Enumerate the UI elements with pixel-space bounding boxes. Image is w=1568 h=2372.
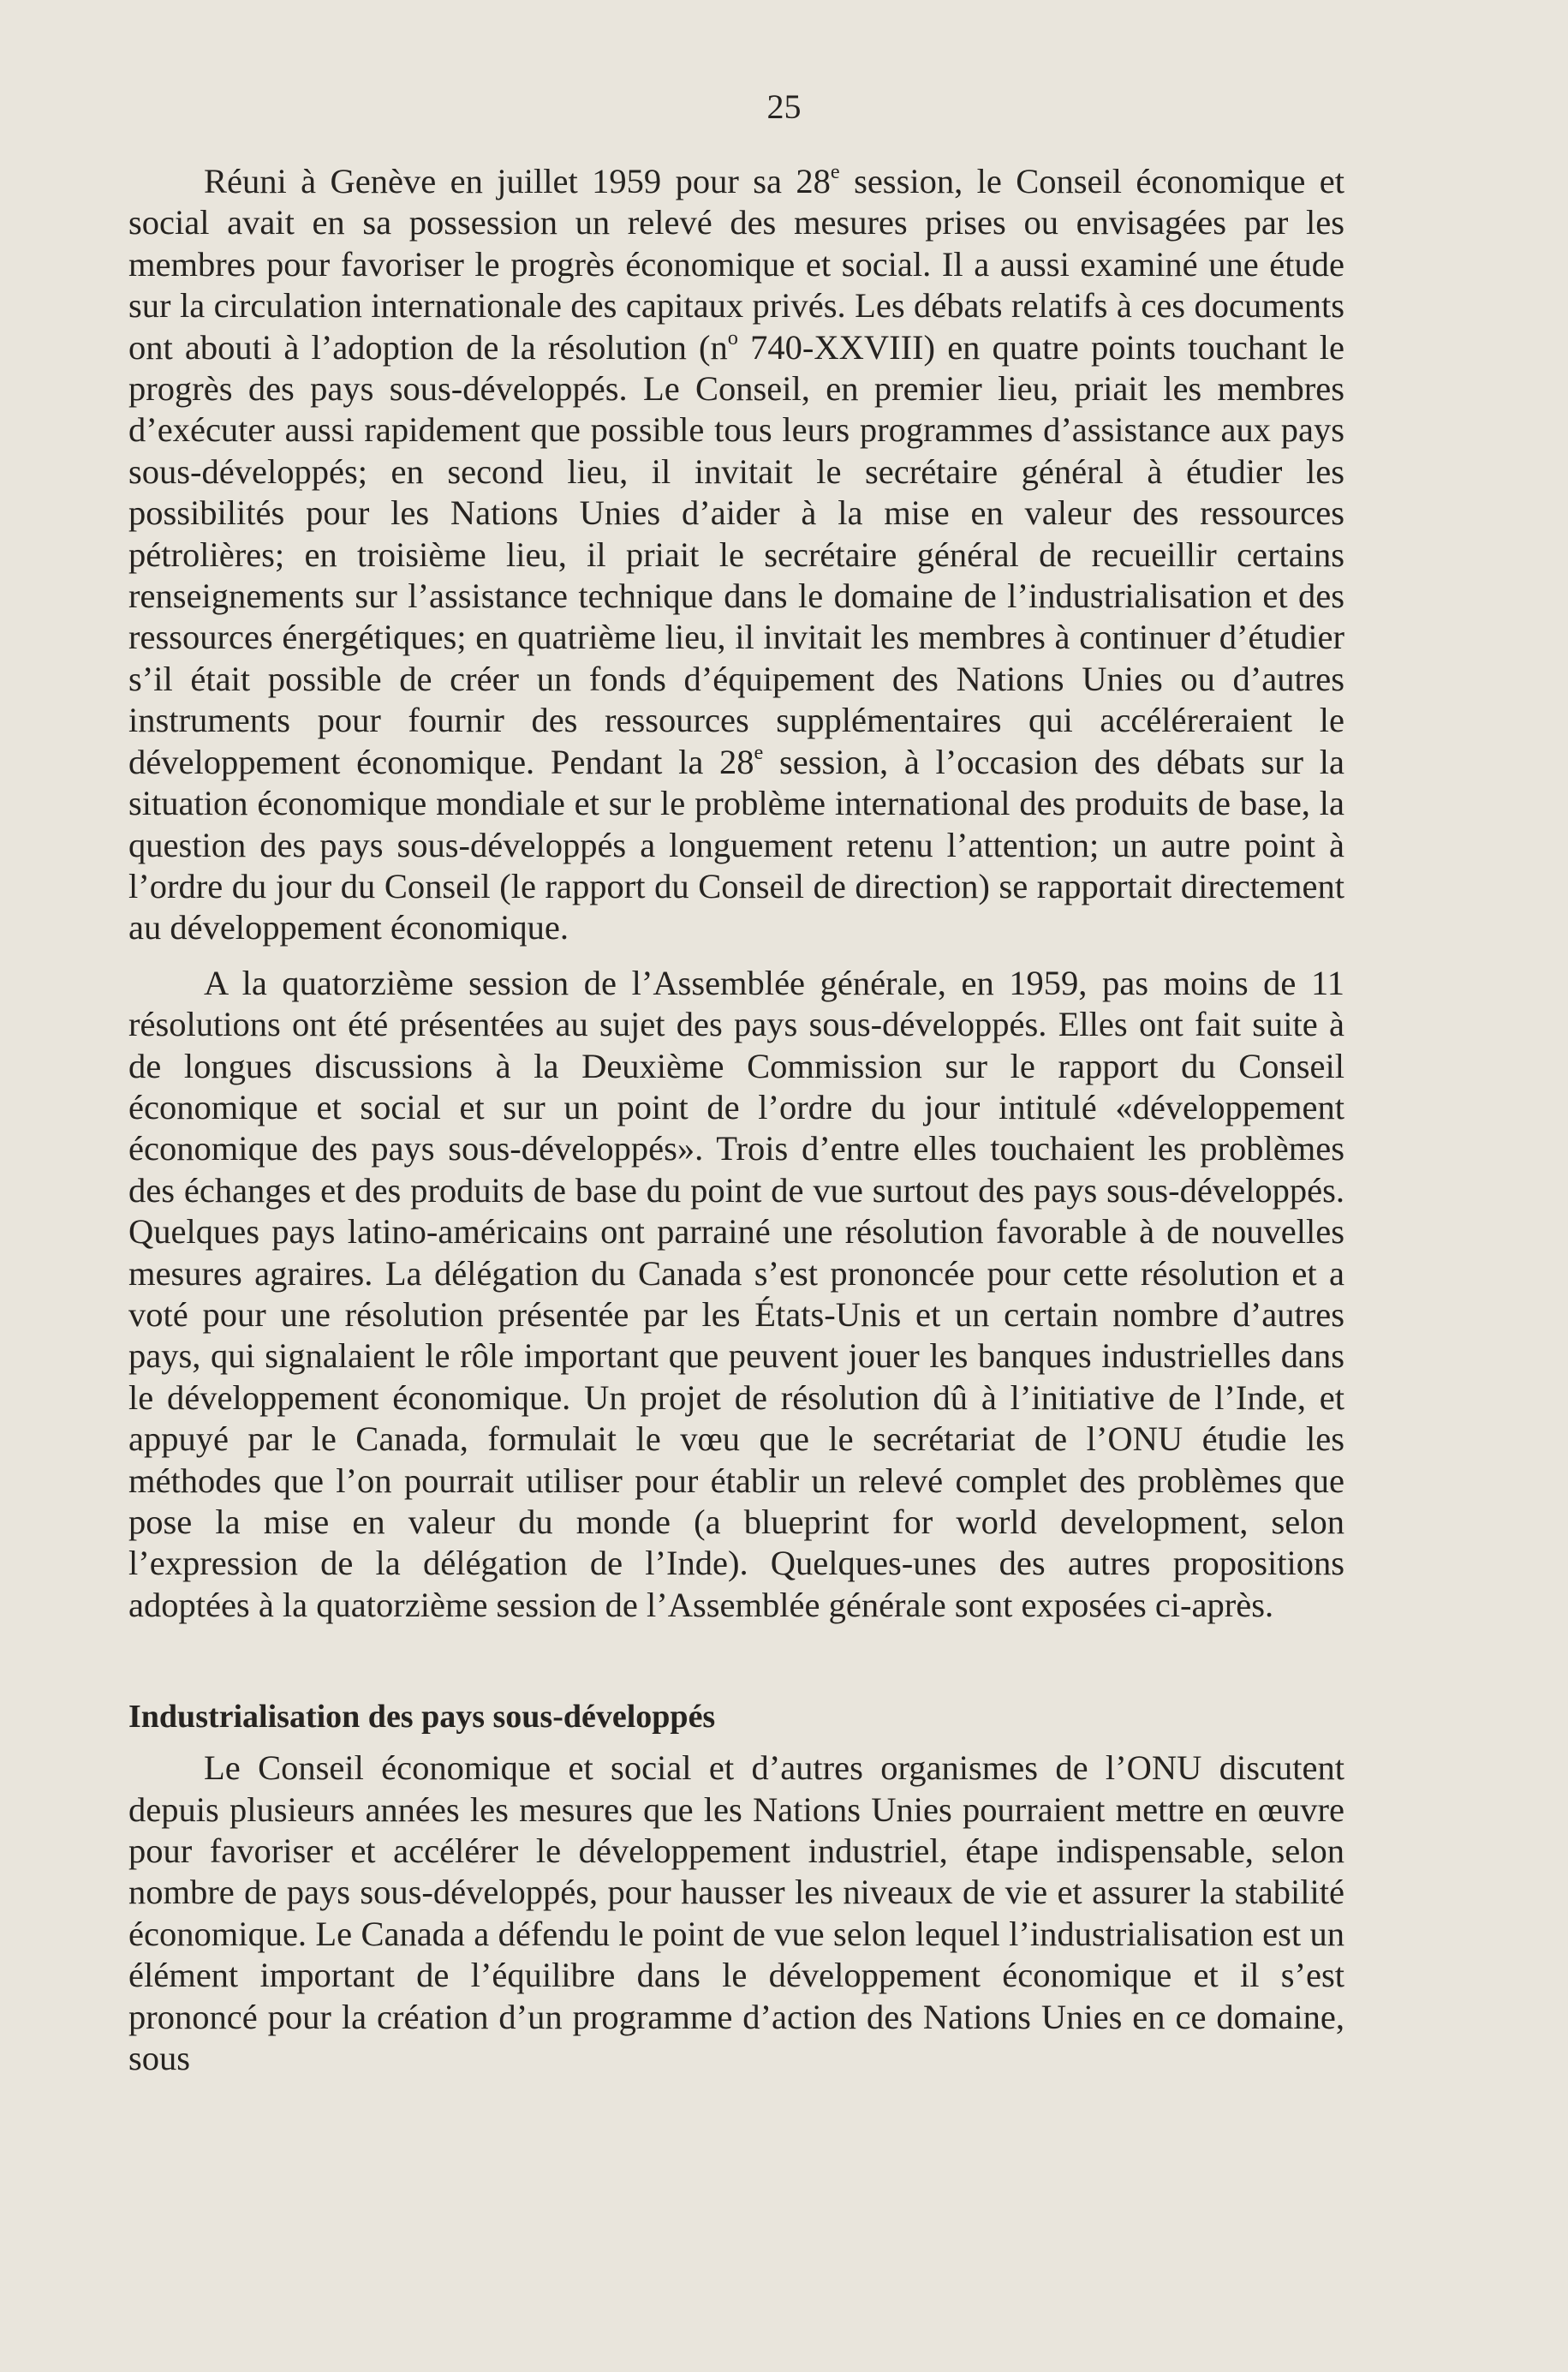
superscript: e [830, 160, 840, 183]
paragraph-industrialisation: Le Conseil économique et social et d’autres organismes de l’ONU discutent depuis plusieurs années les mesures que les Nations Unies pourraient mettre en œuvre pour favoriser et accélérer le développement industriel, étape indispensable, selon nombre de pays sous-développés, pour hausser les niveaux de vie et assurer la stabilité économique. Le Canada a défendu le point de vue selon lequel l’industrialisation est un élément important de l’équilibre dans le développement économique et il s’est prononcé pour la création d’un programme d’action des Nations Unies en ce domaine, sous [128, 1748, 1344, 2078]
page-number: 25 [766, 87, 802, 126]
paragraph-ecosoc-session [128, 161, 1344, 949]
paragraph-text: 740-XXVIII) en quatre points touchant le progrès des pays sous-développés. Le Conseil, en premier lieu, priait les membres d’exécuter aussi rapidement que possible tous leurs programmes d’assistance aux pays sous-développés; en second lieu, il invitait le secrétaire général à étudier les possibilités pour les Nations Unies d’aider à la mise en valeur des ressources pétrolières; en troisième lieu, il priait le secrétaire général de recueillir certains renseignements sur l’assistance technique dans le domaine de l’industrialisation et des ressources énergétiques; en quatrième lieu, il invitait les membres à continuer d’étudier s’il était possible de créer un fonds d’équipement des Nations Unies ou d’autres instruments pour fournir des ressources supplémentaires qui accéléreraient le développement économique. Pendant la 28 [128, 327, 1344, 781]
paragraph-text: session, à l’occasion des débats sur la situation économique mondiale et sur le problème international des produits de base, la question des pays sous-développés a longuement retenu l’attention; un autre point à l’ordre du jour du Conseil (le rapport du Conseil de direction) se rapportait directement au développement économique. [128, 742, 1344, 947]
paragraph-general-assembly: A la quatorzième session de l’Assemblée générale, en 1959, pas moins de 11 résolutions ont été présentées au sujet des pays sous-développés. Elles ont fait suite à de longues discussions à la Deuxième Commission sur le rapport du Conseil économique et social et sur un point de l’ordre du jour intitulé «développement économique des pays sous-développés». Trois d’entre elles touchaient les problèmes des échanges et des produits de base du point de vue surtout des pays sous-développés. Quelques pays latino-américains ont parrainé une résolution favorable à de nouvelles mesures agraires. La délégation du Canada s’est prononcée pour cette résolution et a voté pour une résolution présentée par les États-Unis et un certain nombre d’autres pays, qui signalaient le rôle important que peuvent jouer les banques industrielles dans le développement économique. Un projet de résolution dû à l’initiative de l’Inde, et appuyé par le Canada, formulait le vœu que le secrétariat de l’ONU étudie les méthodes que l’on pourrait utiliser pour établir un relevé complet des problèmes que pose la mise en valeur du monde (a blueprint for world development, selon l’expression de la délégation de l’Inde). Quelques-unes des autres propositions adoptées à la quatorzième session de l’Assemblée générale sont exposées ci-après. [128, 963, 1344, 1624]
body-text [128, 161, 1344, 2079]
paragraph-text: session, le Conseil économique et social avait en sa possession un relevé des mesures prises ou envisagées par les membres pour favoriser le progrès économique et social. Il a aussi examiné une étude sur la circulation internationale des capitaux privés. Les débats relatifs à ces documents ont abouti à l’adoption de la résolution (n [128, 162, 1344, 367]
section-heading: Industrialisation des pays sous-développés [128, 1699, 716, 1736]
superscript: e [754, 740, 764, 764]
superscript: o [727, 326, 738, 350]
paragraph-text: Réuni à Genève en juillet 1959 pour sa 28 [204, 162, 831, 200]
